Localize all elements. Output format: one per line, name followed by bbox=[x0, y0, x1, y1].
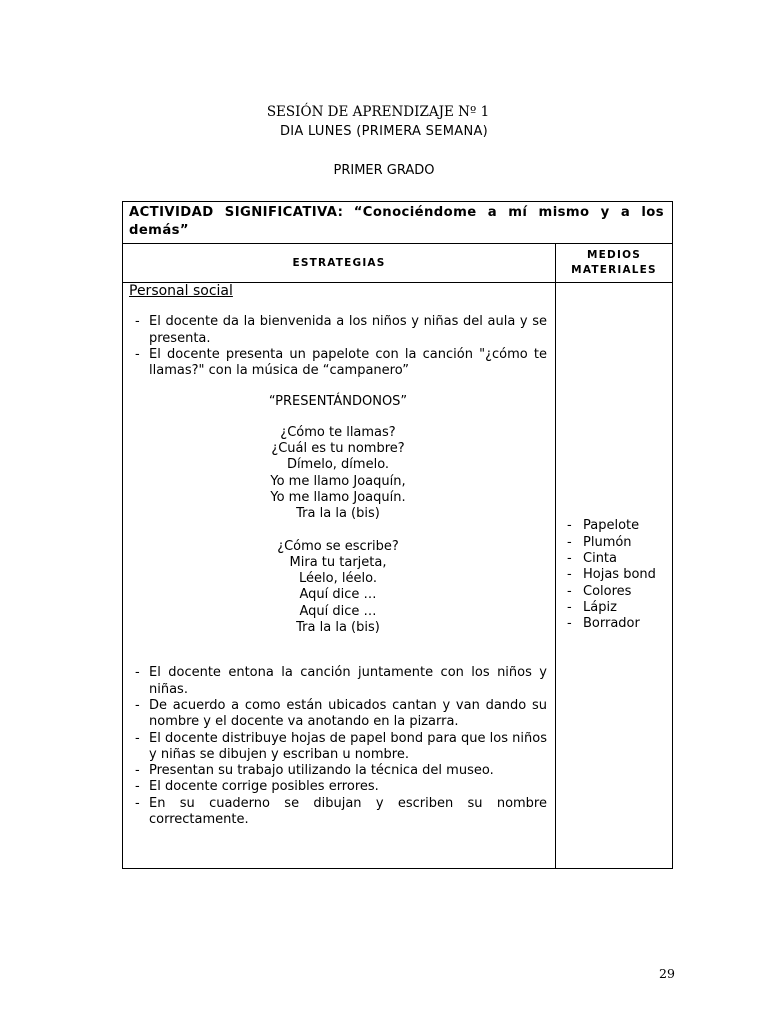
song-line: Léelo, léelo. bbox=[299, 571, 377, 587]
list-item: - Presentan su trabajo utilizando la técnica del museo. bbox=[129, 763, 547, 779]
song-line: Yo me llamo Joaquín, bbox=[270, 473, 406, 489]
list-item: - El docente entona la canción juntamente con los niños y niñas. bbox=[129, 665, 547, 698]
activity-row bbox=[123, 202, 672, 244]
intro-list bbox=[129, 314, 547, 379]
song-line: Mira tu tarjeta, bbox=[289, 554, 387, 570]
material-item: - Borrador bbox=[564, 616, 656, 632]
page-number: 29 bbox=[659, 966, 675, 981]
header-medios-line1: MEDIOS bbox=[587, 249, 641, 261]
session-title: SESIÓN DE APRENDIZAJE Nº 1 bbox=[266, 104, 490, 120]
header-medios bbox=[556, 244, 672, 282]
session-table bbox=[122, 201, 673, 869]
song-line: Yo me llamo Joaquín. bbox=[270, 489, 406, 505]
material-item: - Plumón bbox=[564, 535, 656, 551]
song-line: ¿Cuál es tu nombre? bbox=[271, 441, 405, 457]
song-title: “PRESENTÁNDONOS” bbox=[268, 394, 408, 410]
song-line: Tra la la (bis) bbox=[296, 506, 380, 522]
activity-label: ACTIVIDAD SIGNIFICATIVA: bbox=[129, 205, 344, 220]
song-line: Aquí dice … bbox=[299, 587, 377, 603]
list-item: - El docente da la bienvenida a los niños y niñas del aula y se presenta. bbox=[129, 314, 547, 347]
header-medios-line2: MATERIALES bbox=[571, 264, 657, 276]
spacer bbox=[129, 652, 547, 665]
list-item: - El docente distribuye hojas de papel bond para que los niños y niñas se dibujen y escriban u nombre. bbox=[129, 731, 547, 764]
grade-title: PRIMER GRADO bbox=[333, 163, 435, 178]
strategies-cell bbox=[123, 283, 555, 828]
song-line: Dímelo, dímelo. bbox=[286, 457, 390, 473]
material-item: - Lápiz bbox=[564, 600, 656, 616]
material-item: - Papelote bbox=[564, 518, 656, 534]
list-item: - De acuerdo a como están ubicados cantan y van dando su nombre y el docente va anotando en la pizarra. bbox=[129, 698, 547, 731]
list-item: - El docente corrige posibles errores. bbox=[129, 779, 547, 795]
song-line: Tra la la (bis) bbox=[296, 620, 380, 636]
closing-list bbox=[129, 665, 547, 828]
song bbox=[129, 394, 547, 636]
material-item: - Cinta bbox=[564, 551, 656, 567]
song-line: ¿Cómo se escribe? bbox=[277, 538, 399, 554]
list-item: - En su cuaderno se dibujan y escriben su nombre correctamente. bbox=[129, 796, 547, 829]
song-verse-2 bbox=[129, 539, 547, 637]
materials-list bbox=[556, 518, 656, 632]
material-item: - Hojas bond bbox=[564, 567, 656, 583]
header-strategies: ESTRATEGIAS bbox=[292, 257, 386, 269]
day-subtitle: DIA LUNES (PRIMERA SEMANA) bbox=[279, 124, 489, 139]
materials-cell bbox=[556, 283, 672, 868]
material-item: - Colores bbox=[564, 584, 656, 600]
song-verse-1 bbox=[129, 425, 547, 523]
song-line: ¿Cómo te llamas? bbox=[280, 424, 396, 440]
list-item: - El docente presenta un papelote con la canción "¿cómo te llamas?" con la música de “campanero” bbox=[129, 347, 547, 380]
table-header-row bbox=[123, 244, 672, 283]
activity-value: “Conociéndome a mí mismo y a los demás” bbox=[129, 205, 664, 238]
section-title: Personal social bbox=[129, 283, 233, 299]
song-line: Aquí dice … bbox=[299, 603, 377, 619]
